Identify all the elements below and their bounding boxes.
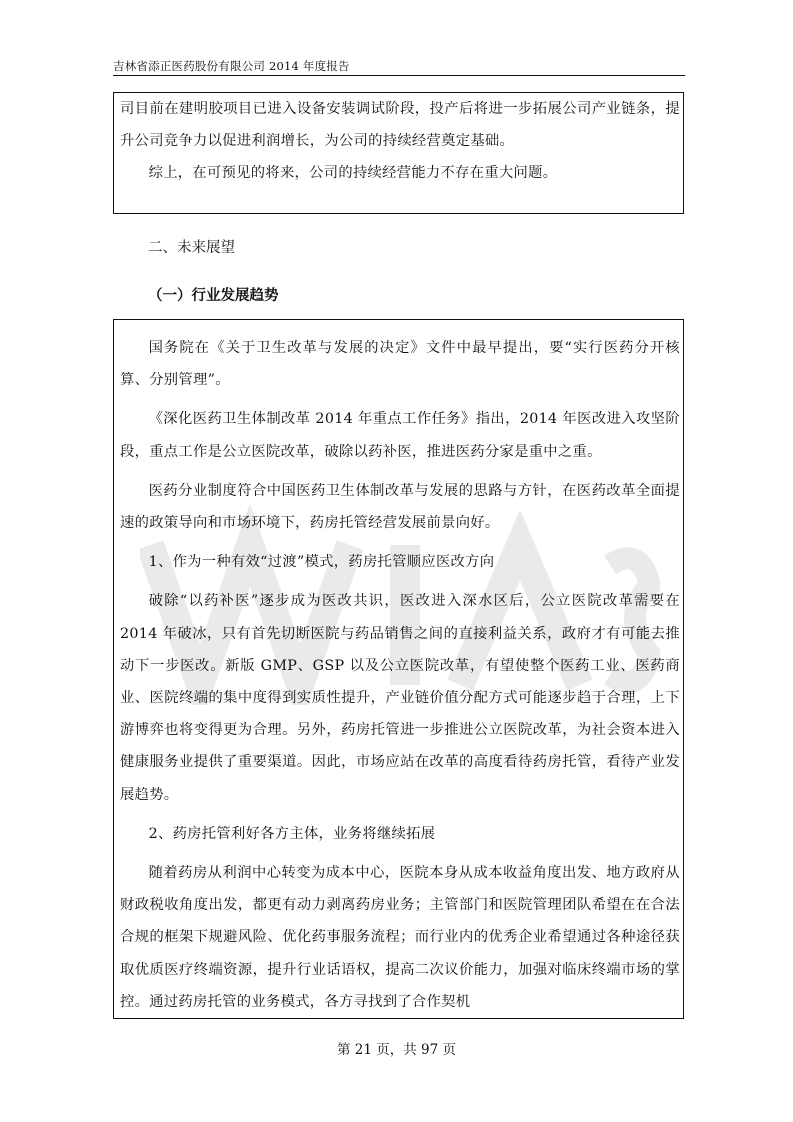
box2-paragraph-5: 随着药房从利润中心转变为成本中心，医院本身从成本收益角度出发、地方政府从财政税收角度出发，都更有动力剥离药房业务；主管部门和医院管理团队希望在在合法合规的框架下规避风险、优化药事服务流程；而行业内的优秀企业希望通过各种途径获取优质医疗终端资源，提升行业话语权，提高二次议价能力，加强对临床终端市场的掌控。通过药房托管的业务模式，各方寻找到了合作契机 (120, 865, 680, 1010)
industry-trend-box (113, 319, 684, 1019)
page-number: 第 21 页，共 97 页 (336, 1042, 457, 1058)
report-header-title: 吉林省添正医药股份有限公司 2014 年度报告 (113, 59, 350, 73)
box1-paragraph-2: 综上，在可预见的将来，公司的持续经营能力不存在重大问题。 (148, 165, 558, 182)
subsection-heading: （一）行业发展趋势 (148, 288, 279, 304)
box2-paragraph-4: 破除“以药补医”逐步成为医改共识，医改进入深水区后，公立医院改革需要在 2014 年破冰，只有首先切断医院与药品销售之间的直接利益关系，政府才有可能去推动下一步医改。新版 GMP、GSP 以及公立医院改革，有望使整个医药工业、医药商业、医院终端的集中度得到实质性提升，产业链价值分配方式可能逐步趋于合理，上下游博弈也将变得更为合理。另外，药房托管进一步推进公立医院改革，为社会资本进入健康服务业提供了重要渠道。因此，市场应站在改革的高度看待药房托管，看待产业发展趋势。 (120, 593, 680, 803)
box2-paragraph-2: 《深化医药卫生体制改革 2014 年重点工作任务》指出，2014 年医改进入攻坚阶段，重点工作是公立医院改革，破除以药补医，推进医药分家是重中之重。 (120, 411, 680, 460)
section-heading: 二、未来展望 (148, 240, 235, 256)
box2-item-heading-1: 1、作为一种有效“过渡”模式，药房托管顺应医改方向 (148, 554, 495, 571)
box1-paragraph-1: 司目前在建明胶项目已进入设备安装调试阶段，投产后将进一步拓展公司产业链条，提升公司竞争力以促进利润增长，为公司的持续经营奠定基础。 (120, 101, 680, 150)
box2-item-heading-2: 2、药房托管利好各方主体，业务将继续拓展 (148, 825, 436, 842)
header-divider (113, 75, 685, 76)
box2-paragraph-1: 国务院在《关于卫生改革与发展的决定》文件中最早提出，要“实行医药分开核算、分别管理”。 (120, 340, 680, 389)
box2-paragraph-3: 医药分业制度符合中国医药卫生体制改革与发展的思路与方针，在医药改革全面提速的政策导向和市场环境下，药房托管经营发展前景向好。 (120, 482, 680, 532)
continuation-box (113, 92, 684, 214)
